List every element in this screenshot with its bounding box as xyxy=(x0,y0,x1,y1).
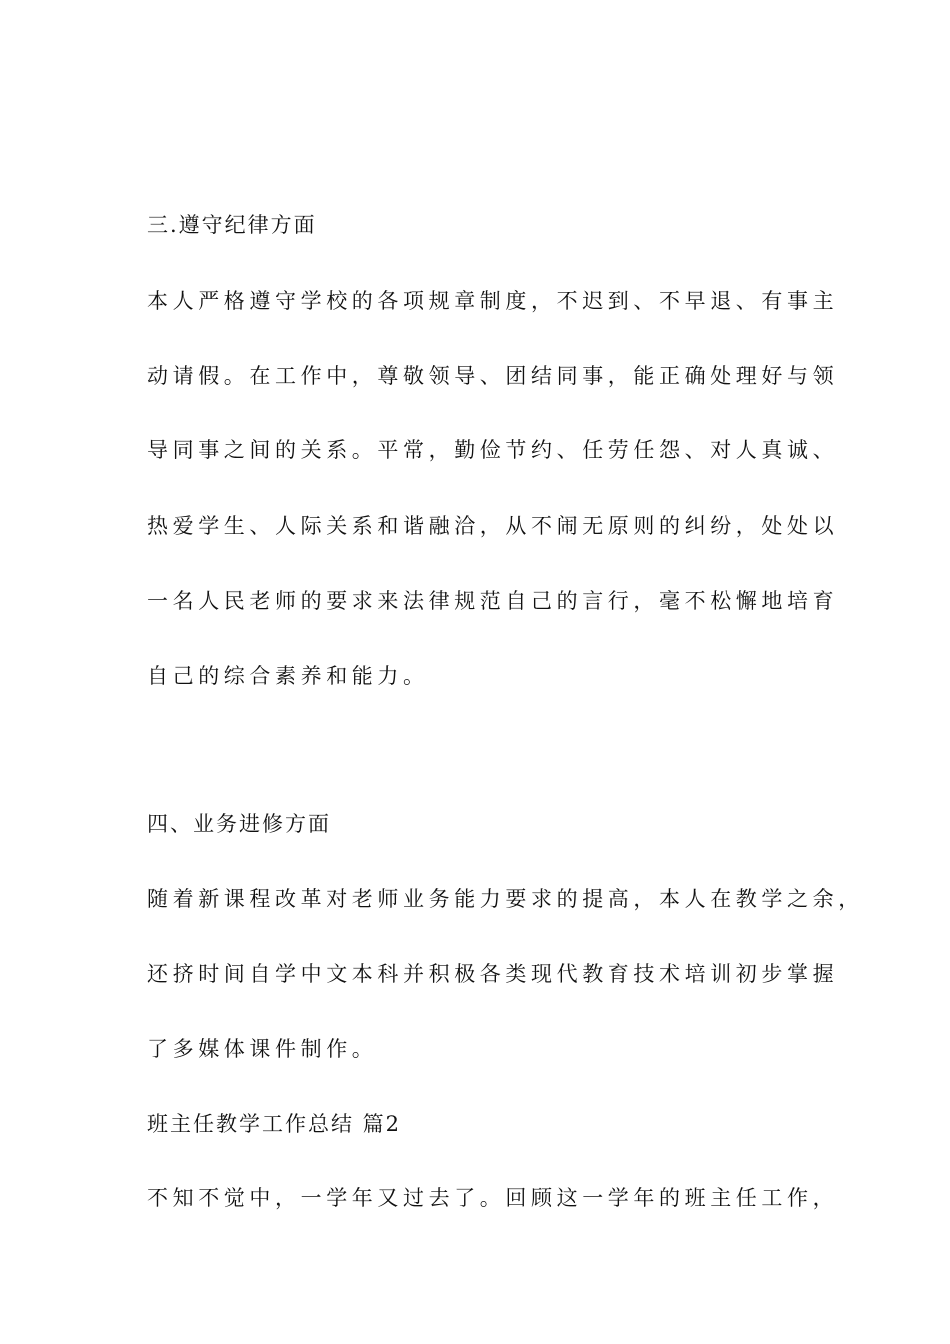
section4-line-2: 还挤时间自学中文本科并积极各类现代教育技术培训初步掌握 xyxy=(147,962,839,986)
section3-line-6: 自己的综合素养和能力。 xyxy=(147,664,429,688)
section4-line-3: 了多媒体课件制作。 xyxy=(147,1037,378,1061)
section3-line-5: 一名人民老师的要求来法律规范自己的言行，毫不松懈地培育 xyxy=(147,589,839,613)
section4-line-1: 随着新课程改革对老师业务能力要求的提高，本人在教学之余， xyxy=(147,887,864,911)
section3-line-1: 本人严格遵守学校的各项规章制度，不迟到、不早退、有事主 xyxy=(147,289,839,313)
section3-heading: 三.遵守纪律方面 xyxy=(147,213,317,237)
article2-title: 班主任教学工作总结 篇2 xyxy=(147,1112,402,1136)
section3-line-4: 热爱学生、人际关系和谐融洽，从不闹无原则的纠纷，处处以 xyxy=(147,514,839,538)
section4-heading: 四、业务进修方面 xyxy=(147,812,331,836)
article2-line-1: 不知不觉中，一学年又过去了。回顾这一学年的班主任工作， xyxy=(147,1186,839,1210)
section3-line-3: 导同事之间的关系。平常，勤俭节约、任劳任怨、对人真诚、 xyxy=(147,438,839,462)
section3-line-2: 动请假。在工作中，尊敬领导、团结同事，能正确处理好与领 xyxy=(147,364,839,388)
